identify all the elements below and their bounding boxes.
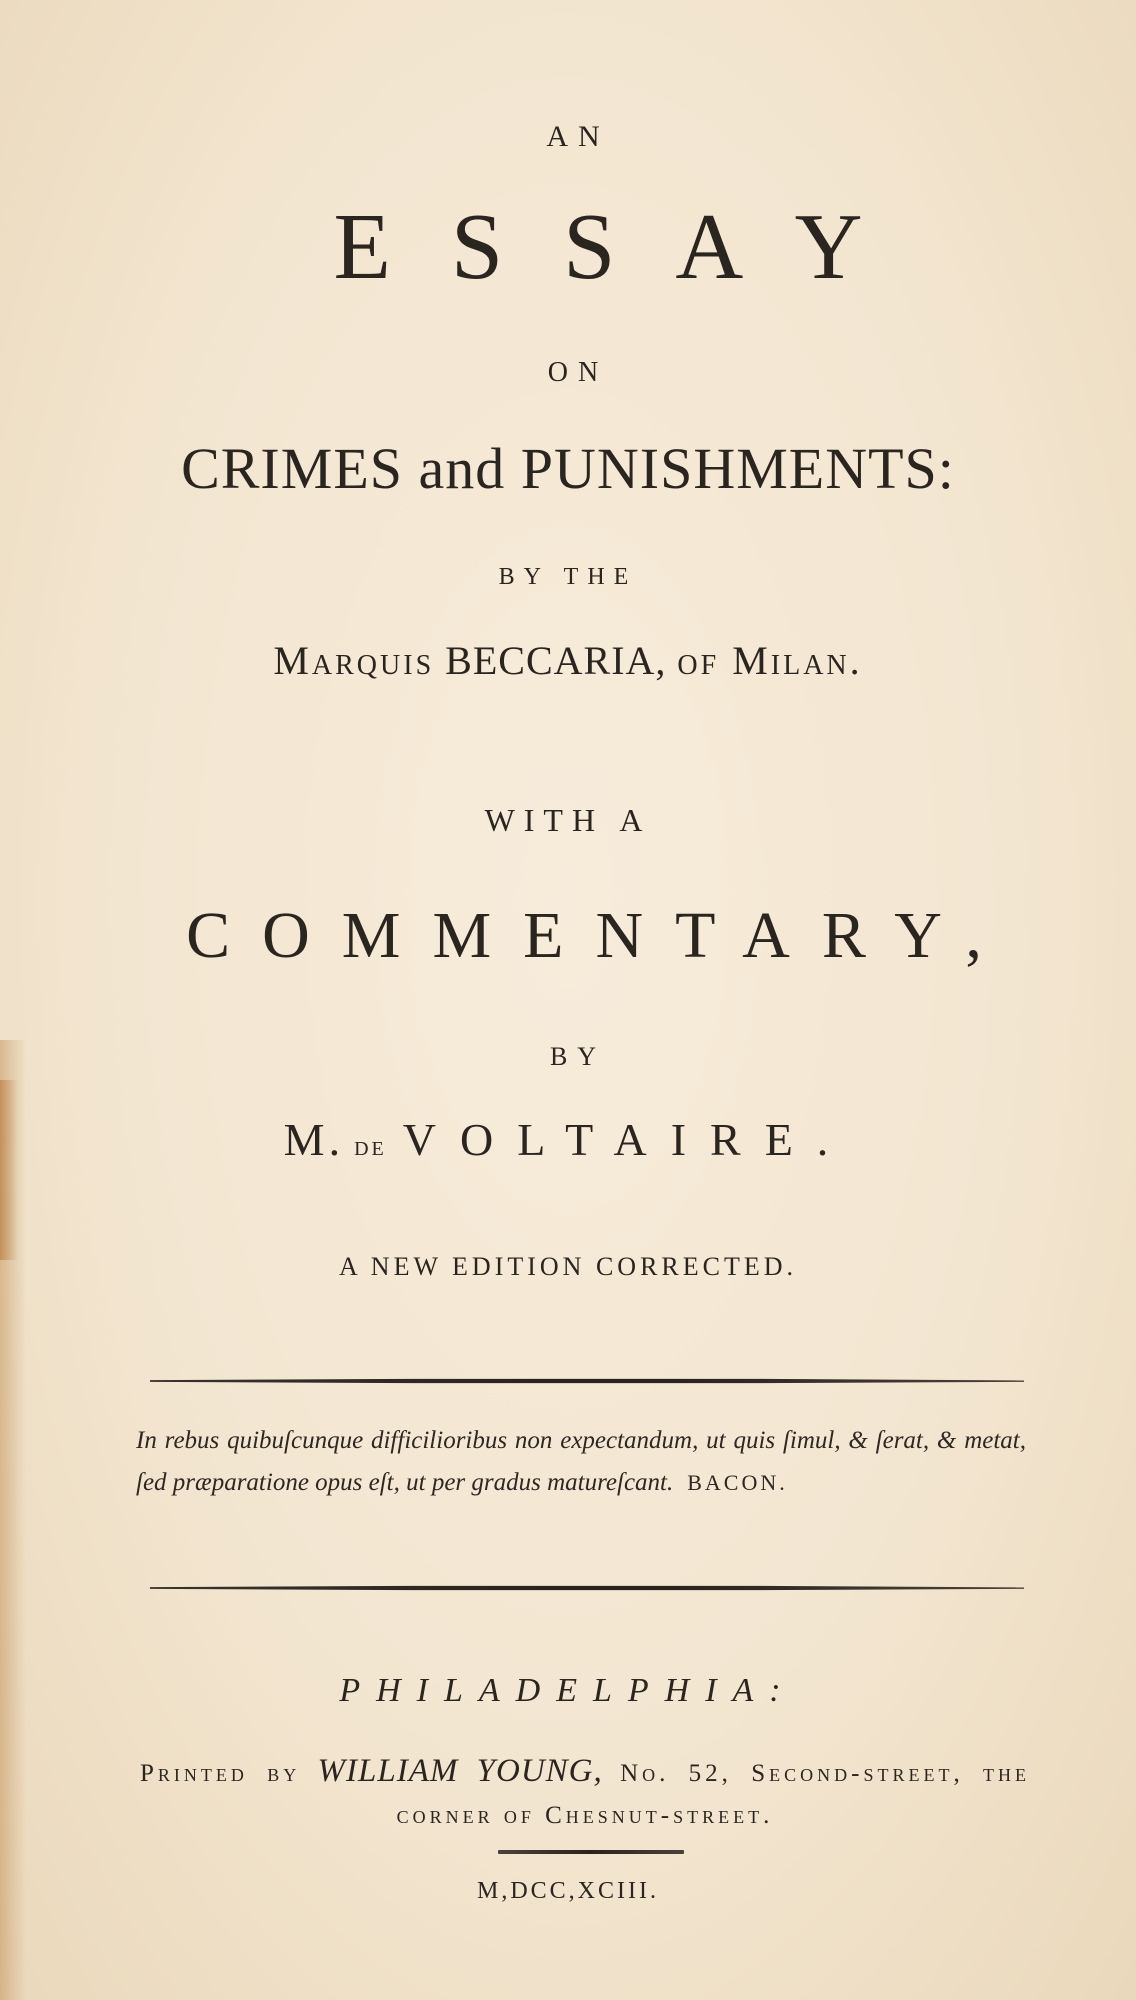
author-particle: de: [354, 1131, 387, 1162]
title-an: AN: [546, 120, 610, 153]
author-name: VOLTAIRE.: [402, 1114, 853, 1165]
epigraph: [136, 1420, 1026, 1504]
by-the: BY THE: [498, 564, 638, 590]
title-on: ON: [547, 357, 609, 388]
edge-stain-dark: [0, 1080, 18, 1260]
author-voltaire: [0, 1113, 1136, 1166]
imprint-date: M,DCC,XCIII.: [476, 1878, 659, 1904]
author-initial: M.: [283, 1114, 345, 1165]
marquis-prefix: Marquis: [273, 638, 435, 683]
lower-rule: [150, 1585, 1024, 1591]
imprint-printed-by: Printed by: [140, 1760, 301, 1787]
imprint: [140, 1750, 1030, 1837]
imprint-address: No. 52, Second-street, the corner of Chesnut-street.: [396, 1760, 1030, 1829]
imprint-printer: WILLIAM YOUNG,: [317, 1753, 603, 1789]
author-beccaria: [0, 637, 1136, 684]
beccaria-name: BECCARIA,: [445, 638, 667, 683]
main-title: CRIMES and PUNISHMENTS:: [181, 436, 955, 501]
milan-suffix: of Milan.: [677, 638, 863, 683]
edition-note: A NEW EDITION CORRECTED.: [338, 1252, 798, 1281]
by: BY: [549, 1042, 607, 1071]
epigraph-text: In rebus quibuſcunque difficilioribus non expectandum, ut quis ſimul, & ſerat, & metat, ſed præparatione opus eſt, ut per gradus matureſcant.: [136, 1427, 1026, 1496]
epigraph-attribution: BACON.: [687, 1470, 788, 1495]
imprint-city: PHILADELPHIA:: [339, 1672, 797, 1709]
title-essay: ESSAY: [333, 195, 923, 299]
date-rule: [498, 1850, 684, 1854]
commentary-heading: COMMENTARY,: [186, 899, 1014, 972]
upper-rule: [150, 1378, 1024, 1384]
with-a: WITH A: [484, 802, 652, 838]
